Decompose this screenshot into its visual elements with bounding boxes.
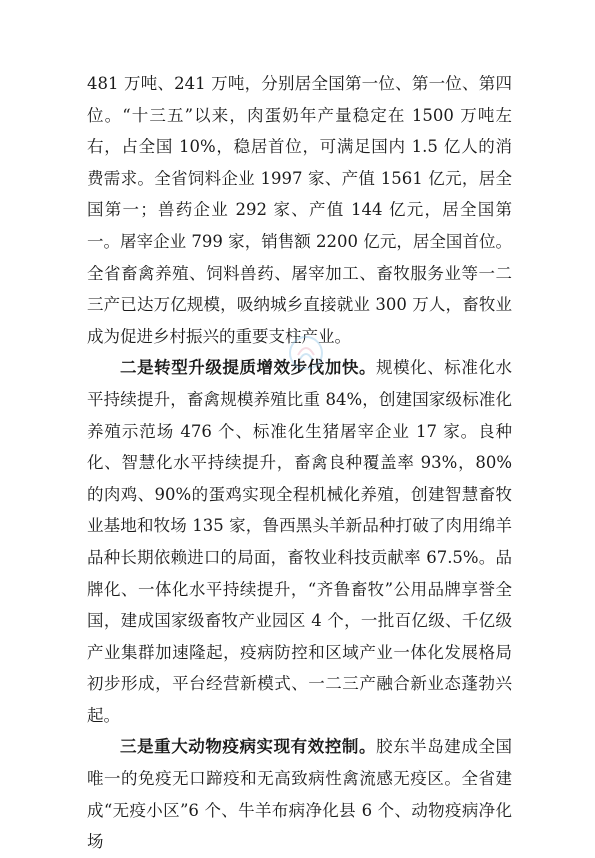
paragraph-transformation-heading: 二是转型升级提质增效步伐加快。	[120, 358, 377, 378]
paragraph-disease-control	[87, 731, 512, 857]
document-body	[87, 68, 512, 858]
paragraph-livestock-output: 481 万吨、241 万吨，分别居全国第一位、第一位、第四位。“十三五”以来，肉蛋奶年产量稳定在 1500 万吨左右，占全国 10%，稳居首位，可满足国内 1.5 亿人的消费需求。全省饲料企业 1997 家、产值 1561 亿元，居全国第一；兽药企业 292 家、产值 144 亿元，居全国第一。屠宰企业 799 家，销售额 2200 亿元，居全国首位。全省畜禽养殖、饲料兽药、屠宰加工、畜牧服务业等一二三产已达万亿规模，吸纳城乡直接就业 300 万人，畜牧业成为促进乡村振兴的重要支柱产业。	[87, 74, 512, 346]
paragraph-disease-control-text: 胶东半岛建成全国唯一的免疫无口蹄疫和无高致病性禽流感无疫区。全省建成“无疫小区”6 个、牛羊布病净化县 6 个、动物疫病净化场	[87, 737, 513, 852]
paragraph-transformation	[87, 352, 512, 731]
paragraph-transformation-text: 规模化、标准化水平持续提升，畜禽规模养殖比重 84%，创建国家级标准化养殖示范场 476 个、标准化生猪屠宰企业 17 家。良种化、智慧化水平持续提升，畜禽良种覆盖率 93%，80%的肉鸡、90%的蛋鸡实现全程机械化养殖，创建智慧畜牧业基地和牧场 135 家，鲁西黑头羊新品种打破了肉用绵羊品种长期依赖进口的局面，畜牧业科技贡献率 67.5%。品牌化、一体化水平持续提升，“齐鲁畜牧”公用品牌享誉全国，建成国家级畜牧产业园区 4 个，一批百亿级、千亿级产业集群加速隆起，疫病防控和区域产业一体化发展格局初步形成，平台经营新模式、一二三产融合新业态蓬勃兴起。	[87, 358, 513, 725]
paragraph-disease-control-heading: 三是重大动物疫病实现有效控制。	[120, 737, 377, 757]
